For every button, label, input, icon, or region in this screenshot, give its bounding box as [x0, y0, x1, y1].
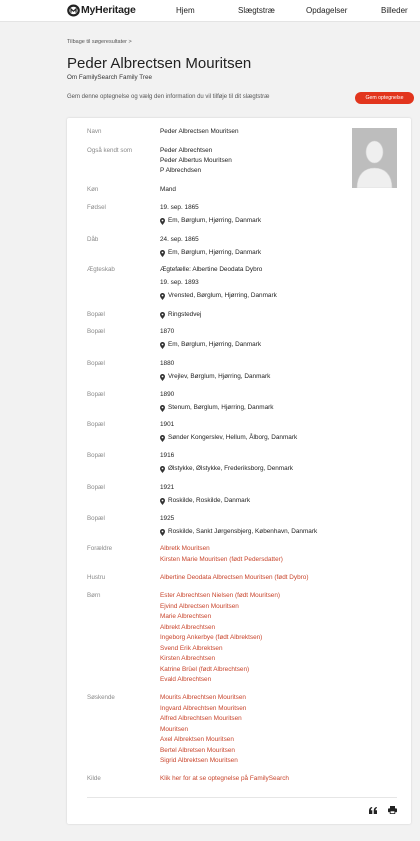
residence-row [67, 390, 411, 411]
gender-values [160, 185, 176, 195]
residence-row [67, 310, 411, 320]
map-pin-icon [160, 435, 165, 442]
map-pin-icon [160, 218, 165, 225]
residence-place [160, 372, 270, 382]
child-link[interactable]: Kirsten Albrechtsen [160, 655, 216, 662]
siblings-label: Søskende [87, 694, 115, 701]
sibling-link[interactable]: Alfred Albrechtsen Mouritsen [160, 715, 242, 722]
sibling-link[interactable]: Sigrid Albrektsen Mouritsen [160, 757, 238, 764]
siblings-row [67, 693, 411, 764]
residence-place-text: Ølstykke, Ølstykke, Frederiksborg, Denmark [168, 465, 294, 472]
parents-row [67, 544, 411, 563]
residence-place [160, 464, 293, 474]
residence-place [160, 340, 261, 350]
sibling-link[interactable]: Ingvard Albrechtsen Mouritsen [160, 704, 247, 712]
aka-label: Også kendt som [87, 147, 133, 154]
birth-place [160, 216, 261, 226]
logo[interactable] [67, 4, 143, 17]
sibling-link[interactable]: Mourits Albrechtsen Mouritsen [160, 694, 246, 701]
marriage-spouse: Ægtefælle: Albertine Deodata Dybro [160, 266, 263, 273]
birth-label: Fødsel [87, 204, 106, 211]
map-pin-icon [160, 250, 165, 257]
residence-place-text: Roskilde, Sankt Jørgensbjerg, København, Danmark [168, 528, 318, 535]
birth-values [160, 203, 261, 226]
baptism-place [160, 248, 261, 258]
child-link[interactable]: Albrekt Albrechtsen [160, 623, 216, 631]
residence-place-text: Stenum, Børglum, Hjørring, Danmark [168, 404, 274, 411]
map-pin-icon [160, 466, 165, 473]
marriage-date: 19. sep. 1893 [160, 279, 199, 286]
residence-place-text: Roskilde, Roskilde, Danmark [168, 497, 251, 504]
marriage-row [67, 265, 411, 299]
child-link[interactable]: Ester Albrechtsen Nielsen (født Mouritsen) [160, 592, 281, 599]
residence-values [160, 451, 293, 474]
page-subtitle: Om FamilySearch Family Tree [67, 74, 153, 81]
child-link[interactable]: Katrine Brüel (født Albrechtsen) [160, 665, 250, 673]
residence-row [67, 451, 411, 472]
child-link[interactable]: Ingeborg Ankerbye (født Albrektsen) [160, 634, 263, 641]
parents-values [160, 544, 283, 565]
map-pin-icon [160, 498, 165, 505]
residence-label: Bopæl [87, 484, 105, 491]
name-values [160, 127, 239, 137]
page-title: Peder Albrectsen Mouritsen [67, 55, 252, 72]
save-record-button[interactable]: Gem optegnelse [355, 92, 414, 104]
residence-label: Bopæl [87, 328, 105, 335]
residence-place [160, 496, 250, 506]
residence-label: Bopæl [87, 360, 105, 367]
children-label: Børn [87, 592, 101, 599]
logo-text: MyHeritage [81, 4, 136, 16]
residence-values [160, 483, 250, 506]
printer-icon[interactable] [388, 806, 397, 814]
map-pin-icon [160, 374, 165, 381]
residence-place [160, 403, 273, 413]
baptism-label: Dåb [87, 236, 99, 243]
child-link[interactable]: Svend Erik Albrektsen [160, 644, 223, 652]
residence-place-text: Sønder Kongerslev, Hellum, Ålborg, Danmark [168, 434, 298, 441]
gender-value: Mand [160, 186, 176, 193]
residence-label: Bopæl [87, 311, 105, 318]
wife-values [160, 573, 308, 584]
residence-values [160, 514, 317, 537]
residence-row [67, 483, 411, 504]
residence-values [160, 420, 297, 443]
source-values [160, 774, 289, 785]
wife-link[interactable]: Albertine Deodata Albrectsen Mouritsen (født Dybro) [160, 574, 309, 581]
name-label: Navn [87, 128, 102, 135]
top-nav [0, 0, 420, 22]
nav-item-family-tree[interactable]: Slægtstræ [238, 6, 275, 15]
parent-link[interactable]: Kirsten Marie Mouritsen (født Pedersdatter) [160, 555, 283, 563]
birth-row [67, 203, 411, 224]
marriage-values [160, 265, 277, 301]
marriage-place [160, 291, 277, 301]
breadcrumb-back-link[interactable]: Tilbage til søgeresultater > [67, 39, 132, 45]
marriage-label: Ægteskab [87, 266, 115, 273]
save-prompt: Gem denne optegnelse og vælg den information du vil tilføje til dit slægtstræ [67, 94, 270, 100]
nav-item-home[interactable]: Hjem [176, 6, 195, 15]
residence-values [160, 390, 273, 413]
residence-place-text: Em, Børglum, Hjørring, Danmark [168, 341, 262, 348]
residence-date: 1925 [160, 515, 175, 522]
baptism-values [160, 235, 261, 258]
birth-place-text: Em, Børglum, Hjørring, Danmark [168, 217, 262, 224]
birth-date: 19. sep. 1865 [160, 204, 199, 211]
aka-value: Peder Albrechtsen [160, 147, 213, 154]
residence-row [67, 420, 411, 441]
baptism-place-text: Em, Børglum, Hjørring, Danmark [168, 249, 262, 256]
residence-date: 1890 [160, 391, 175, 398]
aka-value: P Albrechdsen [160, 167, 202, 174]
residence-row [67, 359, 411, 380]
residence-date: 1880 [160, 360, 175, 367]
children-values [160, 591, 280, 686]
name-value: Peder Albrectsen Mouritsen [160, 128, 239, 135]
sibling-link[interactable]: Mouritsen [160, 725, 189, 733]
gender-label: Køn [87, 186, 99, 193]
wife-row [67, 573, 411, 583]
parent-link[interactable]: Albretk Mouritsen [160, 545, 210, 552]
residence-place [160, 527, 317, 537]
residence-values [160, 327, 261, 350]
child-link[interactable]: Evald Albrechtsen [160, 676, 212, 683]
map-pin-icon [160, 293, 165, 300]
aka-values [160, 146, 232, 176]
residence-row [67, 327, 411, 348]
child-link[interactable]: Ejvind Albrectsen Mouritsen [160, 602, 239, 610]
sibling-link[interactable]: Axel Albrektsen Mouritsen [160, 736, 234, 743]
residence-place [160, 310, 201, 320]
marriage-place-text: Vrensted, Børglum, Hjørring, Danmark [168, 292, 277, 299]
name-row [67, 127, 411, 137]
residence-values [160, 359, 270, 382]
gender-row [67, 185, 411, 195]
residence-date: 1916 [160, 452, 175, 459]
children-row [67, 591, 411, 683]
myheritage-logo-icon [67, 4, 80, 17]
divider [87, 797, 397, 798]
nav-item-photos[interactable]: Billeder [381, 6, 408, 15]
parents-label: Forældre [87, 545, 113, 552]
residence-label: Bopæl [87, 421, 105, 428]
person-silhouette-icon [352, 128, 397, 188]
quote-icon[interactable] [369, 807, 377, 814]
residence-label: Bopæl [87, 391, 105, 398]
baptism-date: 24. sep. 1865 [160, 236, 199, 243]
map-pin-icon [160, 312, 165, 319]
residence-label: Bopæl [87, 452, 105, 459]
sibling-link[interactable]: Bertel Albretsen Mouritsen [160, 746, 235, 754]
map-pin-icon [160, 405, 165, 412]
child-link[interactable]: Marie Albrechtsen [160, 613, 212, 620]
residence-place-text: Ringstedvej [168, 311, 202, 318]
map-pin-icon [160, 342, 165, 349]
residence-label: Bopæl [87, 515, 105, 522]
map-pin-icon [160, 529, 165, 536]
source-link[interactable]: Klik her for at se optegnelse på FamilySearch [160, 775, 289, 782]
wife-label: Hustru [87, 574, 106, 581]
residence-values [160, 310, 201, 320]
baptism-row [67, 235, 411, 256]
source-row [67, 774, 411, 784]
residence-date: 1921 [160, 484, 175, 491]
residence-place [160, 433, 297, 443]
residence-date: 1870 [160, 328, 175, 335]
residence-place-text: Vrejlev, Børglum, Hjørring, Danmark [168, 373, 271, 380]
residence-row [67, 514, 411, 535]
source-label: Kilde [87, 775, 101, 782]
aka-row [67, 146, 411, 174]
nav-item-discoveries[interactable]: Opdagelser [306, 6, 348, 15]
residence-date: 1901 [160, 421, 175, 428]
siblings-values [160, 693, 246, 767]
aka-value: Peder Albertus Mouritsen [160, 157, 232, 164]
record-card [67, 118, 411, 824]
